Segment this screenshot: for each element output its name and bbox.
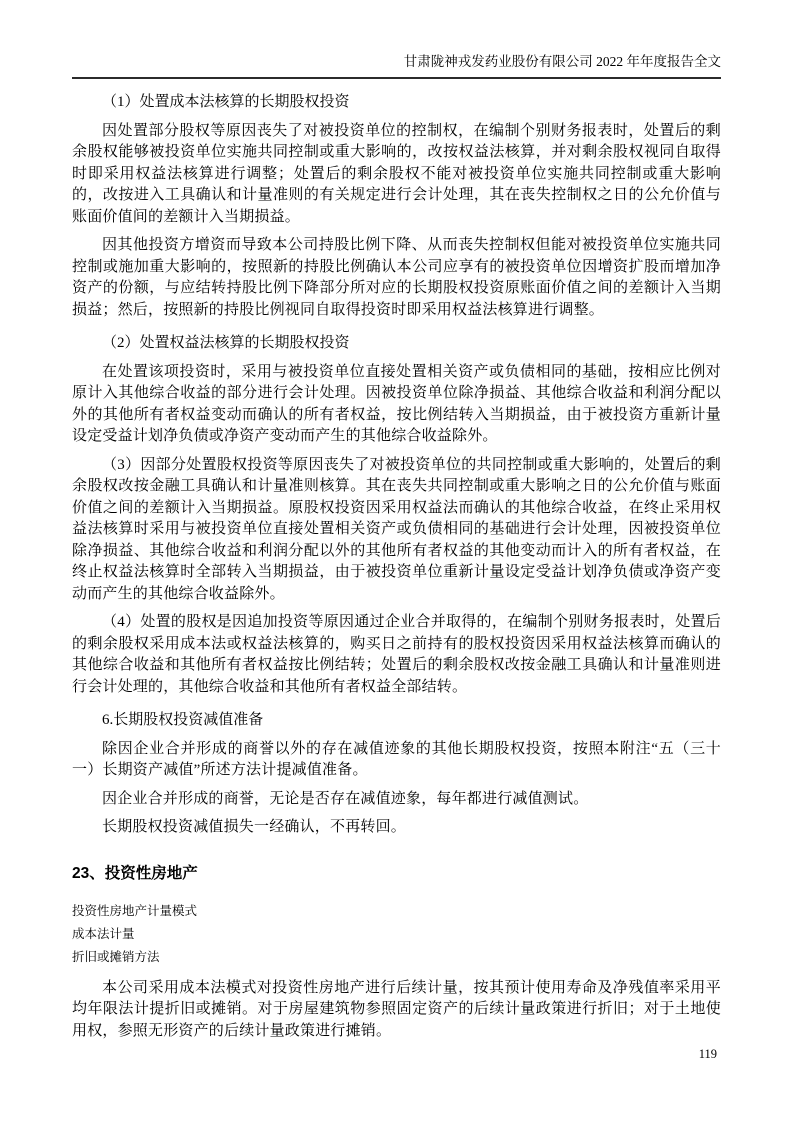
subheading-impairment-provision: 6.长期股权投资减值准备	[102, 712, 264, 728]
paragraph-impairment-method: 除因企业合并形成的商誉以外的存在减值迹象的其他长期股权投资，按照本附注“五（三十一）长期资产减值”所述方法计提减值准备。	[72, 740, 721, 778]
paragraph-business-combination-disposal: （4）处置的股权是因追加投资等原因通过企业合并取得的，在编制个别财务报表时，处置后的剩余股权采用成本法或权益法核算的，购买日之前持有的股权投资因采用权益法核算而确认的其他综合收益和其他所有者权益按比例结转；处置后的剩余股权改按金融工具确认和计量准则进行会计处理的，其他综合收益和其他所有者权益全部结转。	[72, 614, 721, 695]
subheading-disposal-equity-method: （2）处置权益法核算的长期股权投资	[102, 335, 350, 351]
paragraph-capital-increase-dilution: 因其他投资方增资而导致本公司持股比例下降、从而丧失控制权但能对被投资单位实施共同控制或施加重大影响的，按照新的持股比例确认本公司应享有的被投资单位因增资扩股而增加净资产的份额，与应结转持股比例下降部分所对应的长期股权投资原账面价值之间的差额计入当期损益；然后，按照新的持股比例视同自取得投资时即采用权益法核算进行调整。	[72, 237, 721, 318]
paragraph-loss-of-joint-control: （3）因部分处置股权投资等原因丧失了对被投资单位的共同控制或重大影响的，处置后的剩余股权改按金融工具确认和计量准则核算。其在丧失共同控制或重大影响之日的公允价值与账面价值之间的差额计入当期损益。原股权投资因采用权益法而确认的其他综合收益，在终止采用权益法核算时采用与被投资单位直接处置相关资产或负债相同的基础进行会计处理，因被投资单位除净损益、其他综合收益和利润分配以外的其他所有者权益的其他变动而计入的所有者权益，在终止权益法核算时全部转入当期损益，由于被投资单位重新计量设定受益计划净负债或净资产变动而产生的其他综合收益除外。	[72, 456, 721, 602]
subheading-disposal-cost-method: （1）处置成本法核算的长期股权投资	[102, 94, 350, 110]
paragraph-loss-of-control: 因处置部分股权等原因丧失了对被投资单位的控制权，在编制个别财务报表时，处置后的剩余股权能够被投资单位实施共同控制或重大影响的，改按权益法核算，并对剩余股权视同自取得时即采用权益法核算进行调整；处置后的剩余股权不能对被投资单位实施共同控制或重大影响的，改按进入工具确认和计量准则的有关规定进行会计处理，其在丧失控制权之日的公允价值与账面价值间的差额计入当期损益。	[72, 122, 721, 225]
investment-property-measurement-mode-label: 投资性房地产计量模式	[72, 903, 198, 918]
section-heading-investment-property: 23、投资性房地产	[72, 864, 198, 882]
page-number: 119	[698, 1047, 717, 1061]
depreciation-amortization-method-label: 折旧或摊销方法	[72, 949, 160, 964]
paragraph-impairment-no-reversal: 长期股权投资减值损失一经确认，不再转回。	[102, 819, 407, 835]
header-title: 甘肃陇神戎发药业股份有限公司 2022 年年度报告全文	[403, 54, 721, 69]
page-footer	[699, 1047, 717, 1062]
page-header	[72, 0, 721, 79]
cost-method-measurement-label: 成本法计量	[72, 926, 135, 941]
paragraph-equity-method-disposal: 在处置该项投资时，采用与被投资单位直接处置相关资产或负债相同的基础，按相应比例对原计入其他综合收益的部分进行会计处理。因被投资单位除净损益、其他综合收益和利润分配以外的其他所有者权益变动而确认的所有者权益，按比例结转入当期损益，由于被投资方重新计量设定受益计划净负债或净资产变动而产生的其他综合收益除外。	[72, 363, 721, 444]
paragraph-goodwill-impairment-test: 因企业合并形成的商誉，无论是否存在减值迹象，每年都进行减值测试。	[102, 790, 589, 807]
paragraph-investment-property-measurement: 本公司采用成本法模式对投资性房地产进行后续计量，按其预计使用寿命及净残值率采用平均年限法计提折旧或摊销。对于房屋建筑物参照固定资产的后续计量政策进行折旧；对于土地使用权，参照无形资产的后续计量政策进行摊销。	[72, 979, 721, 1039]
page-content	[72, 92, 721, 1042]
